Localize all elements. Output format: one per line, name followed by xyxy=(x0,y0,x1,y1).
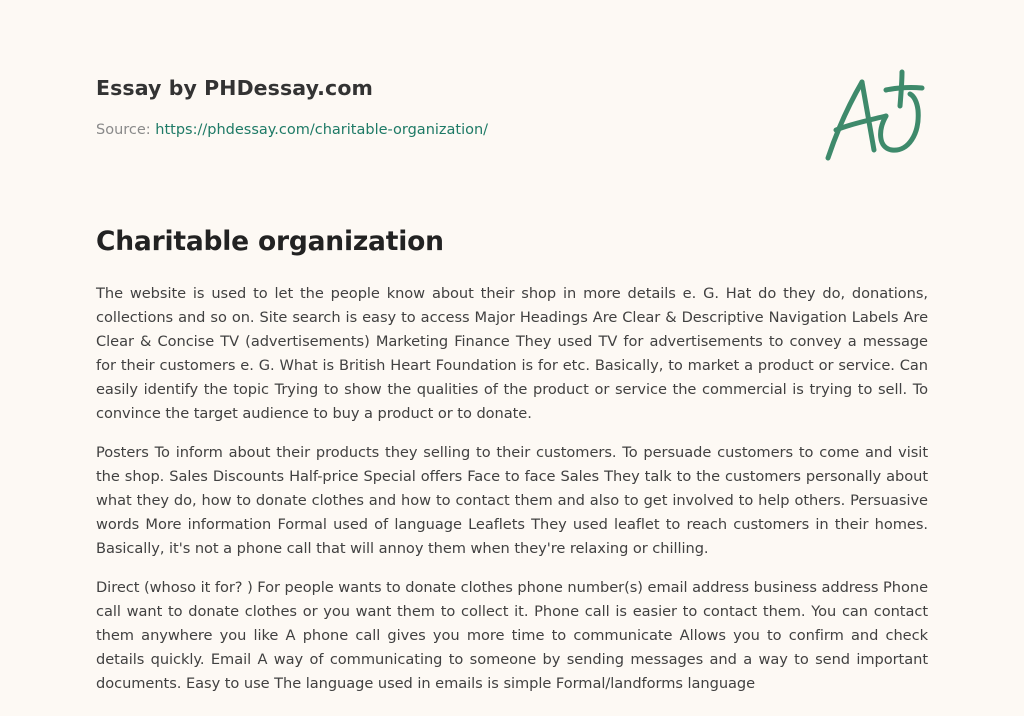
source-label: Source: xyxy=(96,122,151,138)
source-link[interactable]: https://phdessay.com/charitable-organization/ xyxy=(155,122,489,138)
page-header xyxy=(96,76,488,138)
article-paragraph: The website is used to let the people know about their shop in more details e. G. Hat do they do, donations, collections and so on. Site search is easy to access Major Headings Are Clear & Descriptive Navigation Labels Are Clear & Concise TV (advertisements) Marketing Finance They used TV for advertisements to convey a message for their customers e. G. What is British Heart Foundation is for etc. Basically, to market a product or service. Can easily identify the topic Trying to show the qualities of the product or service the commercial is trying to sell. To convince the target audience to buy a product or to donate. xyxy=(96,285,928,422)
source-line xyxy=(96,122,488,138)
article xyxy=(96,226,928,711)
article-title: Charitable organization xyxy=(96,226,444,257)
a-plus-logo-icon xyxy=(822,68,928,164)
article-paragraph: Posters To inform about their products they selling to their customers. To persuade customers to come and visit the shop. Sales Discounts Half-price Special offers Face to face Sales They talk to the customers personally about what they do, how to donate clothes and how to contact them and also to get involved to help others. Persuasive words More information Formal used of language Leaflets They used leaflet to reach customers in their homes. Basically, it's not a phone call that will annoy them when they're relaxing or chilling. xyxy=(96,444,928,557)
article-paragraph: Direct (whoso it for? ) For people wants to donate clothes phone number(s) email address business address Phone call want to donate clothes or you want them to collect it. Phone call is easier to contact them. You can contact them anywhere you like A phone call gives you more time to communicate Allows you to confirm and check details quickly. Email A way of communicating to someone by sending messages and a way to send important documents. Easy to use The language used in emails is simple Formal/landforms language xyxy=(96,579,928,692)
site-title: Essay by PHDessay.com xyxy=(96,76,373,100)
